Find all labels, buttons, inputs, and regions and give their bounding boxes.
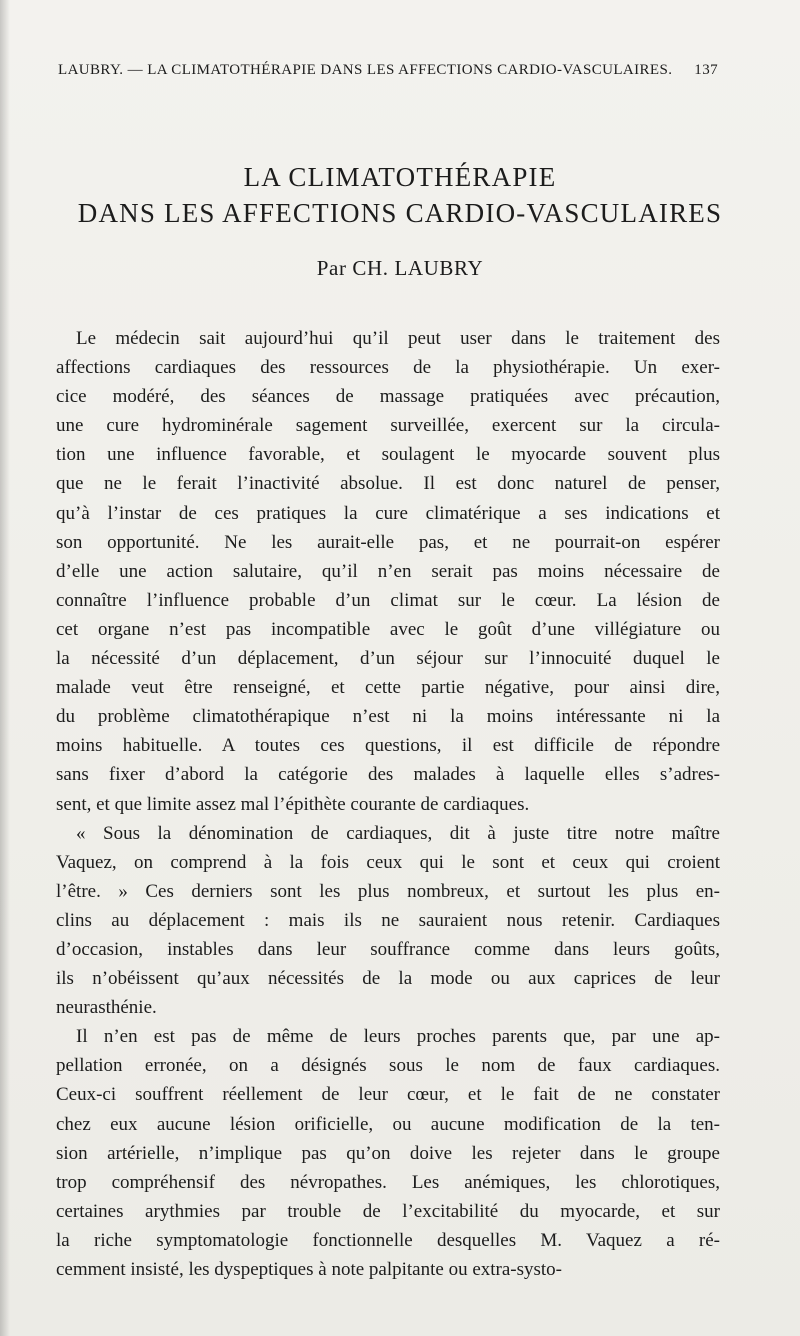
- article-title-line-1: LA CLIMATOTHÉRAPIE: [243, 162, 557, 192]
- text-line: d’occasion, instables dans leur souffrance comme dans leurs goûts,: [56, 938, 720, 960]
- running-head-text: [58, 62, 672, 79]
- article-title-line-2: DANS LES AFFECTIONS CARDIO-VASCULAIRES: [77, 198, 723, 228]
- text-line: « Sous la dénomination de cardiaques, dit à juste titre notre maître: [76, 822, 720, 844]
- text-line: sion artérielle, n’implique pas qu’on doive les rejeter dans le groupe: [56, 1142, 720, 1164]
- running-head-title: LA CLIMATOTHÉRAPIE DANS LES AFFECTIONS CARDIO-VASCULAIRES.: [147, 62, 673, 78]
- binding-shadow: [0, 0, 10, 1336]
- text-line: sent, et que limite assez mal l’épithète courante de cardiaques.: [56, 793, 530, 815]
- text-line: qu’à l’instar de ces pratiques la cure climatérique a ses indications et: [56, 502, 720, 524]
- paragraph: [56, 324, 720, 819]
- text-line: cemment insisté, les dyspeptiques à note palpitante ou extra-systo-: [56, 1259, 563, 1280]
- text-line: cice modéré, des séances de massage pratiquées avec précaution,: [56, 386, 720, 408]
- text-line: Ceux-ci souffrent réellement de leur cœur, et le fait de ne constater: [56, 1084, 720, 1106]
- text-line: tion une influence favorable, et soulagent le myocarde souvent plus: [56, 444, 720, 466]
- text-line: cet organe n’est pas incompatible avec le goût d’une villégiature ou: [56, 618, 720, 640]
- text-line: neurasthénie.: [56, 997, 157, 1019]
- article-body: [56, 324, 720, 1284]
- running-head: [58, 62, 718, 79]
- text-line: d’elle une action salutaire, qu’il n’en serait pas moins nécessaire de: [56, 560, 720, 582]
- paragraph: [56, 819, 720, 1023]
- text-line: Le médecin sait aujourd’hui qu’il peut user dans le traitement des: [76, 328, 720, 349]
- text-line: affections cardiaques des ressources de la physiothérapie. Un exer-: [56, 357, 720, 379]
- running-head-author: LAUBRY.: [58, 62, 124, 78]
- text-line: l’être. » Ces derniers sont les plus nombreux, et surtout les plus en-: [56, 880, 720, 902]
- text-line: chez eux aucune lésion orificielle, ou aucune modification de la ten-: [56, 1113, 720, 1135]
- text-line: certaines arythmies par trouble de l’excitabilité du myocarde, et sur: [56, 1200, 720, 1222]
- text-line: du problème climatothérapique n’est ni la moins intéressante ni la: [56, 706, 720, 728]
- text-line: moins habituelle. A toutes ces questions, il est difficile de répondre: [56, 735, 720, 757]
- text-line: que ne le ferait l’inactivité absolue. Il est donc naturel de penser,: [56, 473, 720, 495]
- text-line: sans fixer d’abord la catégorie des malades à laquelle elles s’adres-: [56, 764, 720, 786]
- text-line: son opportunité. Ne les aurait-elle pas, et ne pourrait-on espérer: [56, 531, 720, 553]
- text-line: pellation erronée, on a désignés sous le nom de faux cardiaques.: [56, 1055, 720, 1077]
- text-line: la riche symptomatologie fonctionnelle desquelles M. Vaquez a ré-: [56, 1229, 720, 1251]
- article-byline: Par CH. LAUBRY: [316, 256, 484, 280]
- text-line: malade veut être renseigné, et cette partie négative, pour ainsi dire,: [56, 677, 720, 699]
- text-line: Il n’en est pas de même de leurs proches parents que, par une ap-: [76, 1026, 720, 1048]
- text-line: la nécessité d’un déplacement, d’un séjour sur l’innocuité duquel le: [56, 648, 720, 670]
- running-head-dash: —: [127, 62, 144, 78]
- text-line: connaître l’influence probable d’un climat sur le cœur. La lésion de: [56, 589, 720, 611]
- text-line: une cure hydrominérale sagement surveillée, exercent sur la circula-: [56, 415, 720, 437]
- text-line: Vaquez, on comprend à la fois ceux qui le sont et ceux qui croient: [56, 851, 720, 873]
- page-number: 137: [694, 62, 718, 78]
- paragraph: [56, 1022, 720, 1284]
- text-line: trop compréhensif des névropathes. Les anémiques, les chlorotiques,: [56, 1171, 720, 1193]
- text-line: ils n’obéissent qu’aux nécessités de la mode ou aux caprices de leur: [56, 968, 720, 990]
- text-line: clins au déplacement : mais ils ne sauraient nous retenir. Cardiaques: [56, 909, 720, 931]
